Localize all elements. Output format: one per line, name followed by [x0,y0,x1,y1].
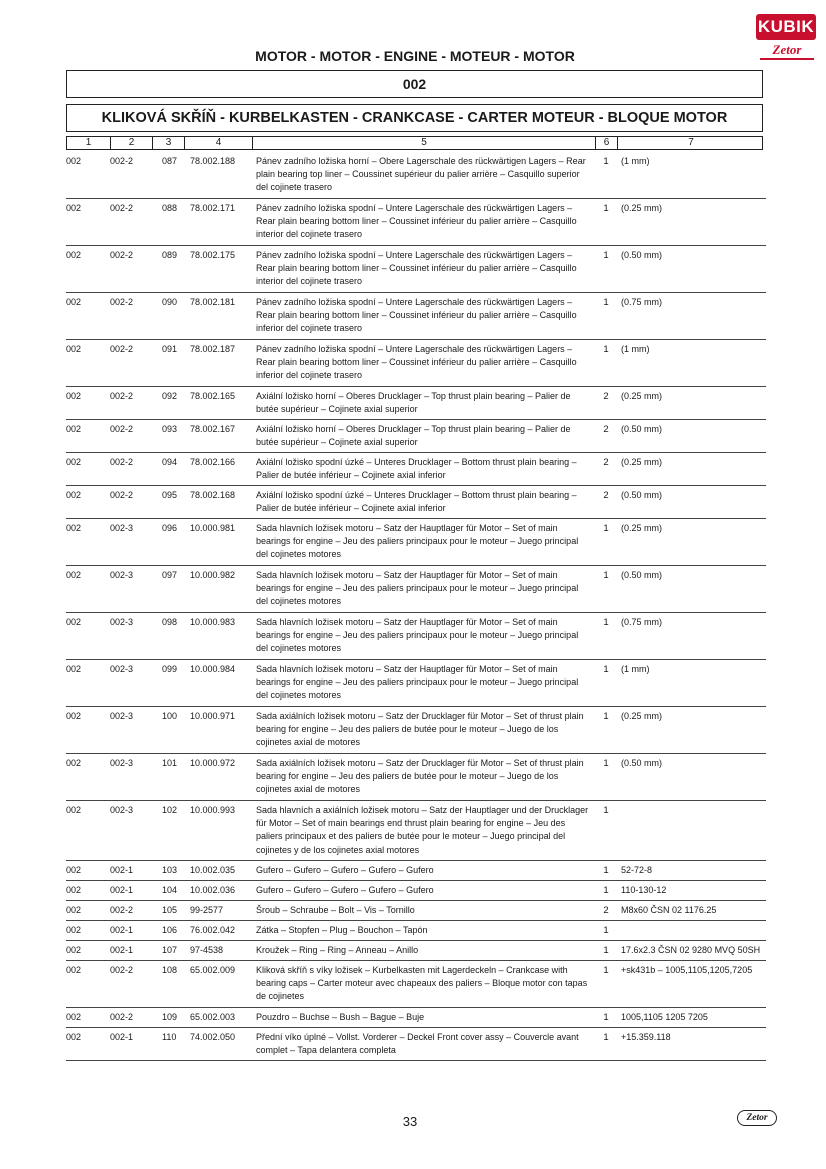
cell-col-4: 10.000.982 [190,570,236,580]
group-label: 002 [402,76,427,92]
cell-col-5: Kroužek – Ring – Ring – Anneau – Anillo [256,945,419,955]
cell-col-4: 10.000.972 [190,758,236,768]
cell-col-2: 002-2 [110,344,134,354]
cell-col-7: (0.25 mm) [621,391,663,401]
cell-col-4: 78.002.167 [190,424,236,434]
table-row [66,941,766,961]
table-row [66,801,766,861]
cell-col-6: 1 [603,617,609,628]
table-row [66,861,766,881]
cell-col-5: Axiální ložisko horní – Oberes Drucklager – Top thrust plain bearing – Palier de butée supérieur – Cojinete axial superior [256,424,571,448]
group-number [66,70,763,98]
cell-col-6: 1 [603,885,609,896]
cell-col-1: 002 [66,905,82,915]
cell-col-1: 002 [66,297,82,307]
cell-col-4: 65.002.009 [190,965,236,975]
cell-col-2: 002-2 [110,1012,134,1022]
cell-col-4: 78.002.165 [190,391,236,401]
cell-col-3: 109 [162,1012,178,1022]
table-row [66,566,766,613]
cell-col-5: Zátka – Stopfen – Plug – Bouchon – Tapón [256,925,428,935]
cell-col-4: 10.000.971 [190,711,236,721]
cell-col-7: +sk431b – 1005,1105,1205,7205 [621,965,753,975]
cell-col-3: 101 [162,758,178,768]
zetor-footer-logo: Zetor [737,1110,777,1126]
cell-col-7: (0.50 mm) [621,250,663,260]
cell-col-4: 10.000.983 [190,617,236,627]
cell-col-5: Pánev zadního ložiska spodní – Untere Lagerschale des rückwärtigen Lagers – Rear plain bearing bottom liner – Coussinet inférieur du palier arrière – Casquillo inferior del cojinete trasero [256,297,577,334]
cell-col-7: (0.50 mm) [621,758,663,768]
cell-col-6: 2 [603,424,609,435]
cell-col-4: 10.000.981 [190,523,236,533]
cell-col-2: 002-3 [110,758,134,768]
cell-col-5: Sada hlavních ložisek motoru – Satz der Hauptlager für Motor – Set of main bearings for engine – Jeu des paliers principaux pour le moteur – Juego principal del cojinetes motores [256,523,579,560]
cell-col-3: 099 [162,664,178,674]
table-row [66,152,766,199]
table-row [66,754,766,801]
cell-col-7: (0.75 mm) [621,617,663,627]
cell-col-3: 092 [162,391,178,401]
cell-col-7: (0.25 mm) [621,711,663,721]
cell-col-2: 002-3 [110,570,134,580]
column-header-3: 3 [153,137,185,149]
cell-col-5: Sada hlavních ložisek motoru – Satz der Hauptlager für Motor – Set of main bearings for engine – Jeu des paliers principaux pour le moteur – Juego principal del cojinetes motores [256,570,579,607]
cell-col-3: 106 [162,925,178,935]
cell-col-3: 094 [162,457,178,467]
cell-col-4: 10.000.984 [190,664,236,674]
cell-col-7: +15.359.118 [621,1032,671,1042]
table-row [66,246,766,293]
cell-col-5: Pánev zadního ložiska horní – Obere Lagerschale des rückwärtigen Lagers – Rear plain bearing top liner – Coussinet supérieur du palier arrière – Casquillo superior del cojinete trasero [256,156,586,193]
cell-col-7: 17.6x2.3 ČSN 02 9280 MVQ 50SH [621,945,761,955]
table-row [66,613,766,660]
table-row [66,199,766,246]
cell-col-6: 2 [603,905,609,916]
column-header-5: 5 [253,137,596,149]
column-header-7: 7 [688,137,694,148]
cell-col-2: 002-2 [110,391,134,401]
cell-col-5: Pánev zadního ložiska spodní – Untere Lagerschale des rückwärtigen Lagers – Rear plain bearing bottom liner – Coussinet inférieur du palier arrière – Casquillo interior del cojinete trasero [256,250,577,287]
cell-col-5: Gufero – Gufero – Gufero – Gufero – Gufero [256,885,434,895]
column-header-6: 6 [596,137,618,149]
cell-col-7: (1 mm) [621,156,650,166]
cell-col-1: 002 [66,945,82,955]
table-row [66,1008,766,1028]
cell-col-1: 002 [66,344,82,354]
cell-col-3: 104 [162,885,178,895]
cell-col-4: 10.002.035 [190,865,236,875]
cell-col-1: 002 [66,617,82,627]
cell-col-6: 1 [603,156,609,167]
cell-col-1: 002 [66,865,82,875]
table-row [66,387,766,420]
cell-col-6: 1 [603,570,609,581]
cell-col-3: 107 [162,945,178,955]
cell-col-2: 002-1 [110,1032,134,1042]
cell-col-4: 76.002.042 [190,925,236,935]
cell-col-5: Gufero – Gufero – Gufero – Gufero – Gufero [256,865,434,875]
cell-col-5: Sada axiálních ložisek motoru – Satz der Drucklager für Motor – Set of thrust plain bearing for engine – Jeu des paliers de butée pour le moteur – Juego de los cojinetes axial de motores [256,711,584,748]
cell-col-6: 1 [603,711,609,722]
cell-col-2: 002-2 [110,203,134,213]
cell-col-4: 78.002.187 [190,344,236,354]
table-row [66,660,766,707]
section-label: KLIKOVÁ SKŘÍŇ - KURBELKASTEN - CRANKCASE - CARTER MOTEUR - BLOQUE MOTOR [101,110,728,126]
cell-col-2: 002-2 [110,905,134,915]
cell-col-4: 10.002.036 [190,885,236,895]
cell-col-6: 1 [603,250,609,261]
cell-col-2: 002-1 [110,945,134,955]
cell-col-7: (0.25 mm) [621,457,663,467]
cell-col-6: 1 [603,344,609,355]
cell-col-6: 2 [603,457,609,468]
cell-col-1: 002 [66,1012,82,1022]
cell-col-1: 002 [66,1032,82,1042]
cell-col-3: 096 [162,523,178,533]
cell-col-7: (0.50 mm) [621,424,663,434]
cell-col-1: 002 [66,570,82,580]
cell-col-6: 1 [603,664,609,675]
cell-col-1: 002 [66,711,82,721]
cell-col-6: 1 [603,1032,609,1043]
cell-col-4: 97-4538 [190,945,224,955]
cell-col-4: 99-2577 [190,905,224,915]
cell-col-2: 002-3 [110,617,134,627]
cell-col-1: 002 [66,457,82,467]
column-header-1: 1 [67,137,111,149]
cell-col-5: Kliková skříň s víky ložisek – Kurbelkasten mit Lagerdeckeln – Crankcase with bearing caps – Carter moteur avec chapeaux des paliers – Bloque motor con tapas de cojinetes [256,965,588,1002]
cell-col-2: 002-1 [110,925,134,935]
cell-col-6: 1 [603,805,609,816]
cell-col-4: 65.002.003 [190,1012,236,1022]
table-row [66,901,766,921]
table-row [66,293,766,340]
cell-col-3: 097 [162,570,178,580]
cell-col-3: 098 [162,617,178,627]
cell-col-3: 091 [162,344,178,354]
cell-col-2: 002-3 [110,664,134,674]
cell-col-2: 002-2 [110,297,134,307]
cell-col-4: 78.002.181 [190,297,236,307]
cell-col-6: 1 [603,965,609,976]
cell-col-1: 002 [66,523,82,533]
column-header-4: 4 [185,137,253,149]
cell-col-7: (1 mm) [621,664,650,674]
cell-col-6: 1 [603,758,609,769]
cell-col-3: 110 [162,1032,177,1042]
cell-col-2: 002-2 [110,490,134,500]
cell-col-5: Pouzdro – Buchse – Bush – Bague – Buje [256,1012,425,1022]
cell-col-3: 108 [162,965,178,975]
cell-col-7: (0.75 mm) [621,297,663,307]
cell-col-5: Pánev zadního ložiska spodní – Untere Lagerschale des rückwärtigen Lagers – Rear plain bearing bottom liner – Coussinet inférieur du palier arrière – Casquillo interior del cojinete trasero [256,203,577,240]
cell-col-3: 103 [162,865,178,875]
table-row [66,1028,766,1061]
cell-col-6: 1 [603,297,609,308]
cell-col-7: (0.25 mm) [621,523,663,533]
cell-col-6: 1 [603,523,609,534]
cell-col-2: 002-2 [110,424,134,434]
table-row [66,961,766,1008]
cell-col-4: 74.002.050 [190,1032,236,1042]
table-row [66,921,766,941]
cell-col-2: 002-2 [110,965,134,975]
cell-col-4: 78.002.168 [190,490,236,500]
cell-col-7: (1 mm) [621,344,650,354]
cell-col-1: 002 [66,965,82,975]
cell-col-5: Axiální ložisko spodní úzké – Unteres Drucklager – Bottom thrust plain bearing – Palier de butée inférieur – Cojinete axial inferior [256,490,577,514]
cell-col-1: 002 [66,925,82,935]
page-number: 33 [402,1114,418,1129]
cell-col-7: 110-130-12 [621,885,667,895]
cell-col-6: 1 [603,203,609,214]
cell-col-4: 78.002.188 [190,156,236,166]
table-row [66,340,766,387]
cell-col-2: 002-2 [110,156,134,166]
cell-col-5: Sada hlavních ložisek motoru – Satz der Hauptlager für Motor – Set of main bearings for engine – Jeu des paliers principaux pour le moteur – Juego principal del cojinetes motores [256,617,579,654]
cell-col-1: 002 [66,664,82,674]
cell-col-3: 105 [162,905,178,915]
cell-col-6: 1 [603,1012,609,1023]
column-header-row [66,136,763,150]
cell-col-7: (0.50 mm) [621,490,663,500]
table-row [66,519,766,566]
cell-col-3: 095 [162,490,178,500]
cell-col-1: 002 [66,391,82,401]
cell-col-5: Sada hlavních a axiálních ložisek motoru – Satz der Hauptlager und der Drucklager für Motor – Set of main bearings end thrust plain bearing for engine – Jeu des paliers principaux et des paliers de butée pour le moteur – Juego principal del cojinetes y de los cojinetes axial motores [256,805,589,855]
cell-col-2: 002-1 [110,885,134,895]
table-row [66,707,766,754]
cell-col-1: 002 [66,424,82,434]
table-row [66,453,766,486]
cell-col-1: 002 [66,805,82,815]
page-title: MOTOR - MOTOR - ENGINE - MOTEUR - MOTOR [255,48,575,64]
cell-col-3: 093 [162,424,178,434]
cell-col-7: 1005,1105 1205 7205 [621,1012,708,1022]
cell-col-2: 002-2 [110,250,134,260]
cell-col-4: 78.002.171 [190,203,236,213]
cell-col-5: Sada hlavních ložisek motoru – Satz der Hauptlager für Motor – Set of main bearings for engine – Jeu des paliers principaux pour le moteur – Juego principal del cojinetes motores [256,664,579,701]
cell-col-3: 089 [162,250,178,260]
cell-col-6: 2 [603,490,609,501]
cell-col-2: 002-3 [110,711,134,721]
section-title [66,104,763,132]
cell-col-6: 1 [603,925,609,936]
cell-col-7: M8x60 ČSN 02 1176.25 [621,905,717,915]
cell-col-3: 088 [162,203,178,213]
table-row [66,881,766,901]
table-row [66,420,766,453]
cell-col-5: Axiální ložisko horní – Oberes Drucklager – Top thrust plain bearing – Palier de butée supérieur – Cojinete axial superior [256,391,571,415]
cell-col-7: (0.50 mm) [621,570,663,580]
cell-col-5: Sada axiálních ložisek motoru – Satz der Drucklager für Motor – Set of thrust plain bearing for engine – Jeu des paliers de butée pour le moteur – Juego de los cojinetes axial de motores [256,758,584,795]
cell-col-7: (0.25 mm) [621,203,663,213]
zetor-logo: Zetor [760,42,814,60]
cell-col-7: 52-72-8 [621,865,653,875]
cell-col-3: 102 [162,805,178,815]
column-header-2: 2 [111,137,153,149]
cell-col-4: 78.002.166 [190,457,236,467]
cell-col-1: 002 [66,203,82,213]
cell-col-2: 002-2 [110,457,134,467]
cell-col-3: 090 [162,297,178,307]
cell-col-5: Šroub – Schraube – Bolt – Vis – Tornillo [256,905,415,915]
cell-col-6: 2 [603,391,609,402]
cell-col-6: 1 [603,865,609,876]
cell-col-2: 002-3 [110,523,134,533]
cell-col-5: Přední víko úplné – Vollst. Vorderer – Deckel Front cover assy – Couvercle avant complet – Tapa delantera completa [256,1032,579,1056]
parts-table [66,152,766,1061]
cell-col-6: 1 [603,945,609,956]
cell-col-2: 002-1 [110,865,134,875]
cell-col-1: 002 [66,885,82,895]
cell-col-1: 002 [66,250,82,260]
cell-col-3: 100 [162,711,178,721]
cell-col-4: 10.000.993 [190,805,236,815]
cell-col-5: Pánev zadního ložiska spodní – Untere Lagerschale des rückwärtigen Lagers – Rear plain bearing bottom liner – Coussinet inférieur du palier arrière – Casquillo inferior del cojinete trasero [256,344,577,381]
cell-col-1: 002 [66,490,82,500]
cell-col-1: 002 [66,156,82,166]
cell-col-1: 002 [66,758,82,768]
cell-col-3: 087 [162,156,178,166]
kubik-logo: KUBIK [756,14,816,40]
cell-col-5: Axiální ložisko spodní úzké – Unteres Drucklager – Bottom thrust plain bearing – Palier de butée inférieur – Cojinete axial inferior [256,457,577,481]
cell-col-4: 78.002.175 [190,250,236,260]
table-row [66,486,766,519]
cell-col-2: 002-3 [110,805,134,815]
